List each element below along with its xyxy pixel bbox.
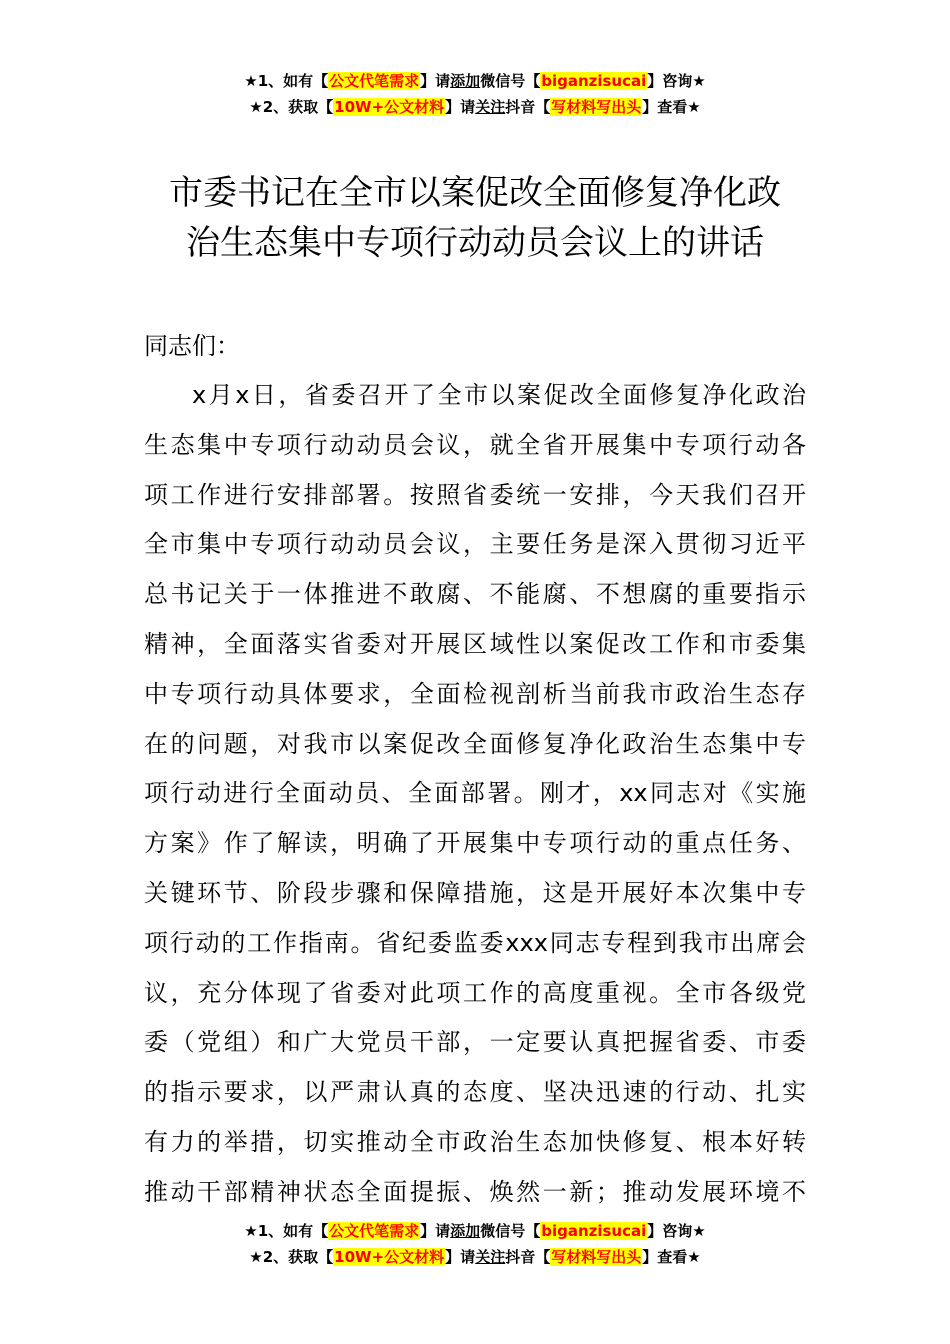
paragraph-line: 全市集中专项行动动员会议，主要任务是深入贯彻习近平: [144, 530, 806, 559]
star-icon: ★: [692, 1222, 706, 1240]
banner-highlight: biganzisucai: [541, 1222, 647, 1240]
banner-text: 抖音【: [505, 1248, 551, 1266]
banner-text: 微信号【: [480, 1222, 541, 1240]
title-line: 治生态集中专项行动动员会议上的讲话: [186, 223, 764, 263]
banner-highlight: 写材料写出头: [551, 1248, 642, 1266]
title-line: 市委书记在全市以案促改全面修复净化政: [169, 173, 781, 213]
banner-line-2: [0, 94, 950, 120]
banner-highlight: 10W+公文材料: [334, 1248, 445, 1266]
document-title: [130, 168, 820, 268]
paragraph-line: 有力的举措，切实推动全市政治生态加快修复、根本好转: [144, 1127, 806, 1156]
banner-text: 】请: [445, 98, 476, 116]
paragraph-line: 中专项行动具体要求，全面检视剖析当前我市政治生态存: [144, 679, 806, 708]
banner-highlight: 写材料写出头: [551, 98, 642, 116]
body-paragraph: [144, 371, 806, 1218]
banner-line-1: [0, 1218, 950, 1244]
banner-underlined-text: 添加: [450, 1222, 481, 1240]
banner-text: 2、获取【: [262, 1248, 334, 1266]
banner-text: 1、如有【: [257, 1222, 329, 1240]
star-icon: ★: [687, 98, 701, 116]
footer-banner: [0, 1218, 950, 1270]
salutation: 同志们：: [144, 332, 240, 360]
banner-highlight: biganzisucai: [541, 72, 647, 90]
banner-text: 】咨询: [647, 1222, 693, 1240]
paragraph-line: 推动干部精神状态全面提振、焕然一新；推动发展环境不: [144, 1177, 806, 1206]
star-icon: ★: [249, 98, 263, 116]
banner-text: 】请: [445, 1248, 476, 1266]
paragraph-line: 在的问题，对我市以案促改全面修复净化政治生态集中专: [144, 729, 806, 758]
paragraph-line: x月x日，省委召开了全市以案促改全面修复净化政治: [192, 381, 806, 409]
star-icon: ★: [244, 1222, 258, 1240]
banner-text: 】咨询: [647, 72, 693, 90]
banner-underlined-text: 添加: [450, 72, 481, 90]
paragraph-line: 项行动的工作指南。省纪委监委xxx同志专程到我市出席会: [144, 928, 806, 957]
banner-line-1: [0, 68, 950, 94]
banner-highlight: 公文代笔需求: [329, 1222, 420, 1240]
paragraph-line: 委（党组）和广大党员干部，一定要认真把握省委、市委: [144, 1028, 806, 1057]
banner-text: 2、获取【: [262, 98, 334, 116]
banner-highlight: 公文代笔需求: [329, 72, 420, 90]
paragraph-line: 总书记关于一体推进不敢腐、不能腐、不想腐的重要指示: [144, 580, 806, 609]
banner-line-2: [0, 1244, 950, 1270]
star-icon: ★: [692, 72, 706, 90]
paragraph-line: 议，充分体现了省委对此项工作的高度重视。全市各级党: [144, 978, 806, 1007]
header-banner: [0, 68, 950, 120]
banner-text: 微信号【: [480, 72, 541, 90]
star-icon: ★: [244, 72, 258, 90]
banner-text: 1、如有【: [257, 72, 329, 90]
star-icon: ★: [249, 1248, 263, 1266]
banner-text: 】请: [420, 1222, 451, 1240]
paragraph-line: 精神，全面落实省委对开展区域性以案促改工作和市委集: [144, 629, 806, 658]
banner-text: 】查看: [642, 1248, 688, 1266]
banner-text: 抖音【: [505, 98, 551, 116]
banner-underlined-text: 关注: [475, 1248, 506, 1266]
paragraph-line: 项行动进行全面动员、全面部署。刚才，xx同志对《实施: [144, 779, 806, 808]
banner-underlined-text: 关注: [475, 98, 506, 116]
banner-text: 】查看: [642, 98, 688, 116]
star-icon: ★: [687, 1248, 701, 1266]
paragraph-line: 生态集中专项行动动员会议，就全省开展集中专项行动各: [144, 430, 806, 459]
paragraph-line: 方案》作了解读，明确了开展集中专项行动的重点任务、: [144, 829, 806, 858]
paragraph-line: 的指示要求，以严肃认真的态度、坚决迅速的行动、扎实: [144, 1078, 806, 1107]
paragraph-line: 项工作进行安排部署。按照省委统一安排，今天我们召开: [144, 480, 806, 509]
banner-highlight: 10W+公文材料: [334, 98, 445, 116]
banner-text: 】请: [420, 72, 451, 90]
paragraph-line: 关键环节、阶段步骤和保障措施，这是开展好本次集中专: [144, 878, 806, 907]
